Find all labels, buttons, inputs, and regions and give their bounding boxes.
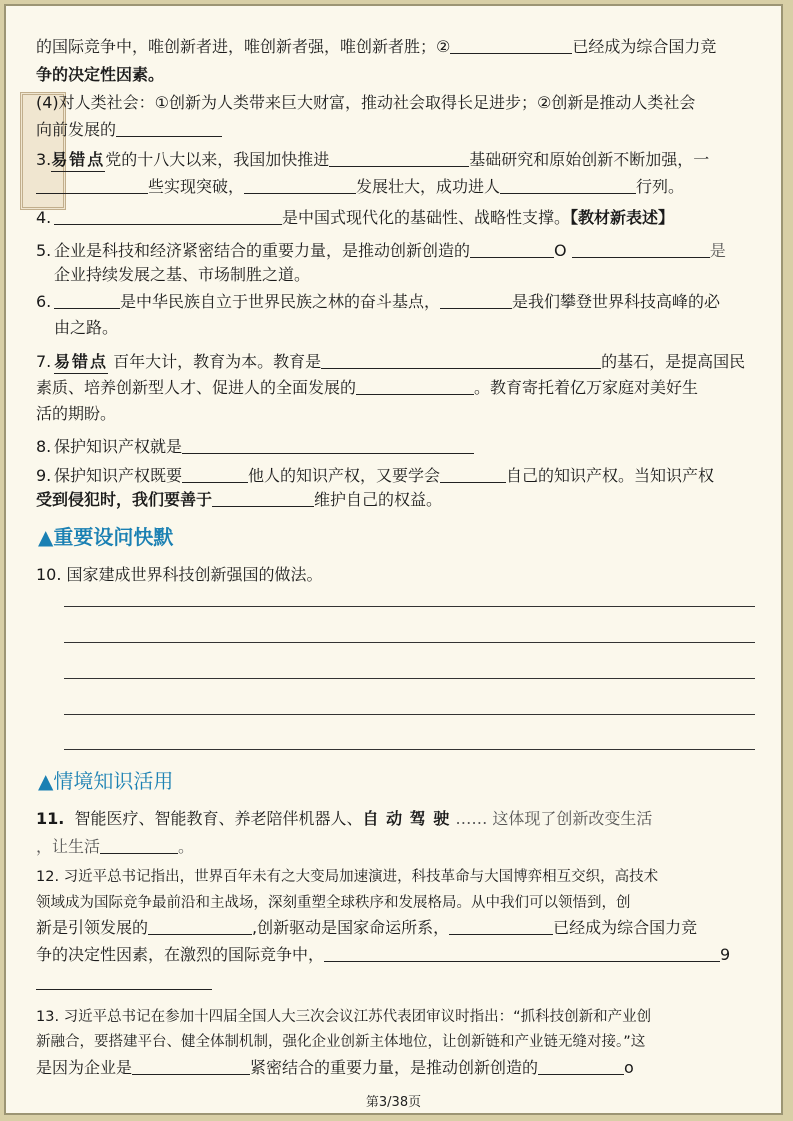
- question-8: 8. 保护知识产权就是: [36, 436, 763, 458]
- answer-blank[interactable]: [182, 437, 474, 454]
- question-12-cont3: 争的决定性因素，在激烈的国际竞争中， 9: [36, 945, 731, 964]
- answer-blank[interactable]: [440, 292, 512, 309]
- section-heading-context: ▲情境知识活用: [38, 769, 174, 793]
- line-1: 的国际竞争中，唯创新者进，唯创新者强，唯创新者胜；② 已经成为综合国力竞: [36, 37, 717, 56]
- answer-blank[interactable]: [148, 918, 252, 935]
- answer-blank[interactable]: [449, 918, 553, 935]
- question-6: 6. 是中华民族自立于世界民族之林的奋斗基点， 是我们攀登世界科技高峰的必: [36, 292, 721, 311]
- question-12-cont2: 新是引领发展的 ,创新驱动是国家命运所系， 已经成为综合国力竞: [36, 918, 698, 937]
- answer-blank[interactable]: [212, 490, 314, 507]
- answer-blank[interactable]: [470, 241, 554, 258]
- answer-blank[interactable]: [356, 378, 474, 395]
- line-3: (4)对人类社会：①创新为人类带来巨大财富，推动社会取得长足进步；②创新是推动人类社会: [36, 93, 696, 112]
- answer-line[interactable]: [64, 678, 755, 679]
- worksheet-page: [4, 4, 783, 1115]
- section-heading-quick-recall: ▲重要设问快默: [38, 525, 174, 549]
- question-12-cont4: [36, 972, 763, 994]
- page-number: 第3/38页: [365, 1095, 422, 1110]
- question-11-cont: ，让生活 。: [36, 837, 195, 856]
- question-7-cont: 素质、培养创新型人才、促进人的全面发展的 。教育寄托着亿万家庭对美好生: [36, 378, 699, 397]
- error-prone-tag: 易错点: [51, 149, 105, 172]
- question-4: 4. 是中国式现代化的基础性、战略性支撑。【教材新表述】: [36, 208, 675, 227]
- question-7: 7. 易错点 百年大计，教育为本。教育是 的基石，是提高国民: [36, 351, 763, 374]
- question-6-cont: 由之路。: [54, 318, 119, 337]
- answer-line[interactable]: [64, 606, 755, 607]
- answer-blank[interactable]: [450, 37, 572, 54]
- answer-line[interactable]: [64, 749, 755, 750]
- question-12: 12. 习近平总书记指出，世界百年未有之大变局加速演进，科技革命与大国博弈相互交织，高技术: [36, 869, 659, 885]
- answer-blank[interactable]: [36, 973, 212, 990]
- question-13-cont: 新融合，要搭建平台、健全体制机制，强化企业创新主体地位，让创新链和产业链无缝对接。”这: [36, 1034, 646, 1050]
- question-12-cont: 领域成为国际竞争最前沿和主战场，深刻重塑全球秩序和发展格局。从中我们可以领悟到，创: [36, 895, 631, 911]
- question-5-cont: 企业持续发展之基、市场制胜之道。: [54, 265, 311, 284]
- answer-blank[interactable]: [182, 466, 248, 483]
- answer-line[interactable]: [64, 714, 755, 715]
- line-4: 向前发展的: [36, 119, 763, 141]
- error-prone-tag: 易错点: [54, 351, 108, 374]
- question-13-cont2: 是因为企业是 紧密结合的重要力量，是推动创新创造的 o: [36, 1058, 634, 1077]
- question-13: 13. 习近平总书记在参加十四届全国人大三次会议江苏代表团审议时指出：“抓科技创新和产业创: [36, 1009, 652, 1025]
- question-3-cont: 些实现突破， 发展壮大，成功进人 行列。: [36, 176, 763, 198]
- triangle-icon: ▲: [38, 525, 54, 549]
- question-3: 3.易错点党的十八大以来，我国加快推进 基础研究和原始创新不断加强，一: [36, 149, 763, 172]
- answer-blank[interactable]: [440, 466, 506, 483]
- answer-blank[interactable]: [321, 352, 601, 369]
- answer-blank[interactable]: [538, 1058, 624, 1075]
- answer-blank[interactable]: [324, 945, 720, 962]
- question-5: 5. 企业是科技和经济紧密结合的重要力量，是推动创新创造的 O 是: [36, 241, 726, 260]
- question-9-cont: 受到侵犯时，我们要善于 维护自己的权益。: [36, 490, 443, 509]
- answer-blank[interactable]: [54, 292, 120, 309]
- answer-blank[interactable]: [572, 241, 710, 258]
- answer-blank[interactable]: [100, 837, 178, 854]
- line-2: 争的决定性因素。: [36, 65, 165, 84]
- answer-blank[interactable]: [54, 208, 282, 225]
- question-7-cont2: 活的期盼。: [36, 404, 117, 423]
- question-10: 10. 国家建成世界科技创新强国的做法。: [36, 565, 323, 584]
- answer-blank[interactable]: [500, 177, 636, 194]
- answer-line[interactable]: [64, 642, 755, 643]
- question-9: 9. 保护知识产权既要 他人的知识产权，又要学会 自己的知识产权。当知识产权: [36, 466, 715, 485]
- answer-blank[interactable]: [244, 177, 356, 194]
- question-11: 11. 智能医疗、智能教育、养老陪伴机器人、自 动 驾 驶 …… 这体现了创新改变生活: [36, 809, 653, 828]
- answer-blank[interactable]: [116, 120, 222, 137]
- answer-blank[interactable]: [132, 1058, 250, 1075]
- answer-blank[interactable]: [329, 150, 469, 167]
- answer-blank[interactable]: [36, 177, 148, 194]
- triangle-icon: ▲: [38, 769, 54, 793]
